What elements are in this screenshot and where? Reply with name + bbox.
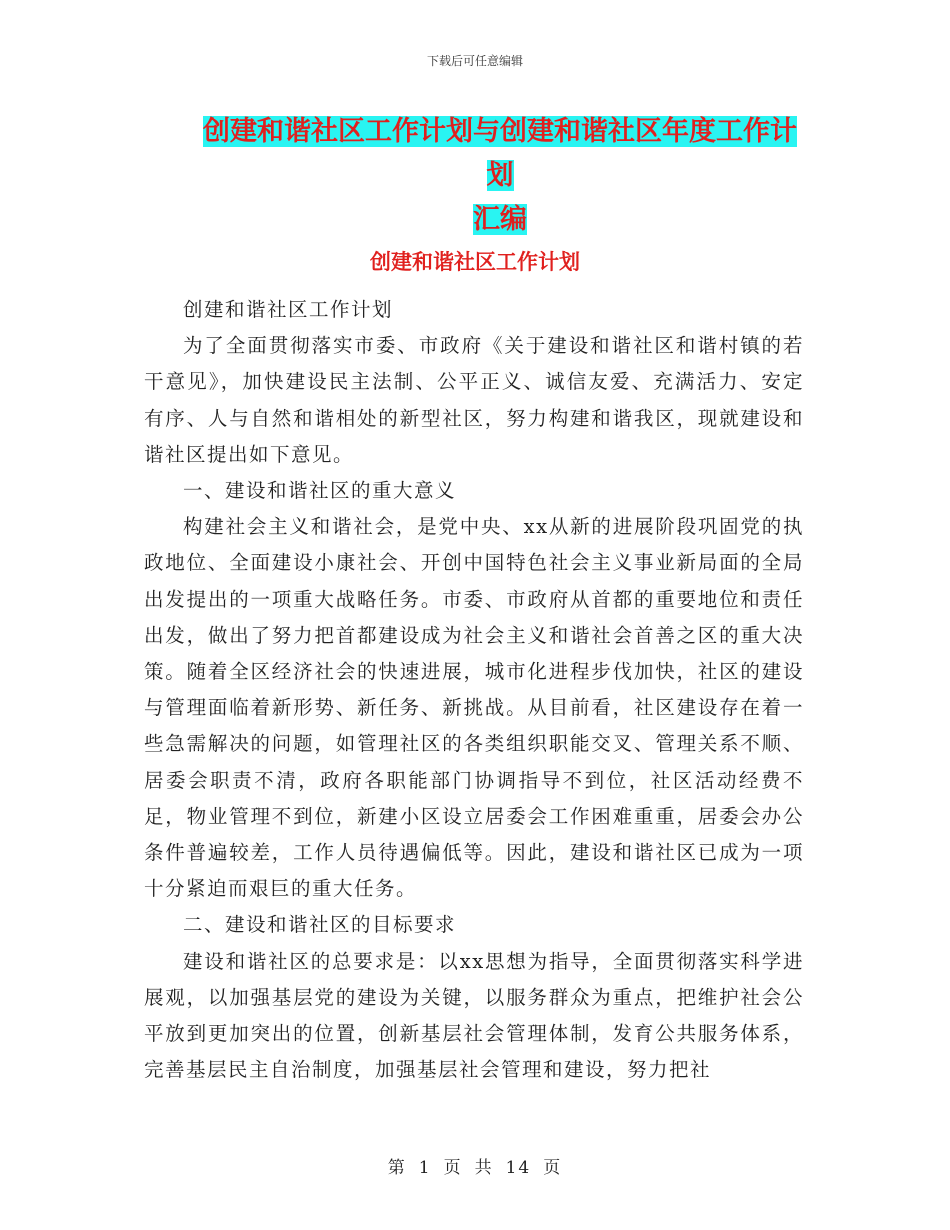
page-number-total: 14 (505, 1158, 532, 1178)
section-title: 创建和谐社区工作计划 (370, 249, 580, 274)
footer-word: 第 (387, 1158, 407, 1178)
heading-significance: 一、建设和谐社区的重大意义 (183, 479, 457, 503)
heading-goals: 二、建设和谐社区的目标要求 (183, 913, 457, 937)
paragraph-intro: 为了全面贯彻落实市委、市政府《关于建设和谐社区和谐村镇的若干意见》，加快建设民主法制、公平正义、诚信友爱、充满活力、安定有序、人与自然和谐相处的新型社区，努力构建和谐我区，现就建设和谐社区提出如下意见。 (144, 334, 804, 466)
paragraph-significance: 构建社会主义和谐社会，是党中央、xx从新的进展阶段巩固党的执政地位、全面建设小康社会、开创中国特色社会主义事业新局面的全局出发提出的一项重大战略任务。市委、市政府从首都的重要地位和责任出发，做出了努力把首都建设成为社会主义和谐社会首善之区的重大决策。随着全区经济社会的快速进展，城市化进程步伐加快，社区的建设与管理面临着新形势、新任务、新挑战。从目前看，社区建设存在着一些急需解决的问题，如管理社区的各类组织职能交叉、管理关系不顺、居委会职责不清，政府各职能部门协调指导不到位，社区活动经费不足，物业管理不到位，新建小区设立居委会工作困难重重，居委会办公条件普遍较差，工作人员待遇偏低等。因此，建设和谐社区已成为一项十分紧迫而艰巨的重大任务。 (144, 515, 804, 901)
document-title-line-2: 汇编 (473, 204, 527, 235)
document-body (144, 292, 804, 1088)
document-title (190, 110, 810, 242)
footer-word: 页 (443, 1158, 463, 1178)
header-note: 下载后可任意编辑 (426, 54, 523, 68)
footer-word: 共 (474, 1158, 494, 1178)
page-number-current: 1 (418, 1158, 432, 1178)
paragraph-subtitle: 创建和谐社区工作计划 (183, 298, 394, 321)
page-footer (0, 1153, 950, 1178)
document-title-line-1: 创建和谐社区工作计划与创建和谐社区年度工作计划 (203, 116, 797, 191)
paragraph-goals: 建设和谐社区的总要求是：以xx思想为指导，全面贯彻落实科学进展观，以加强基层党的建设为关键，以服务群众为重点，把维护社会公平放到更加突出的位置，创新基层社会管理体制，发育公共服务体系，完善基层民主自治制度，加强基层社会管理和建设，努力把社 (144, 949, 804, 1082)
footer-word: 页 (543, 1158, 563, 1178)
